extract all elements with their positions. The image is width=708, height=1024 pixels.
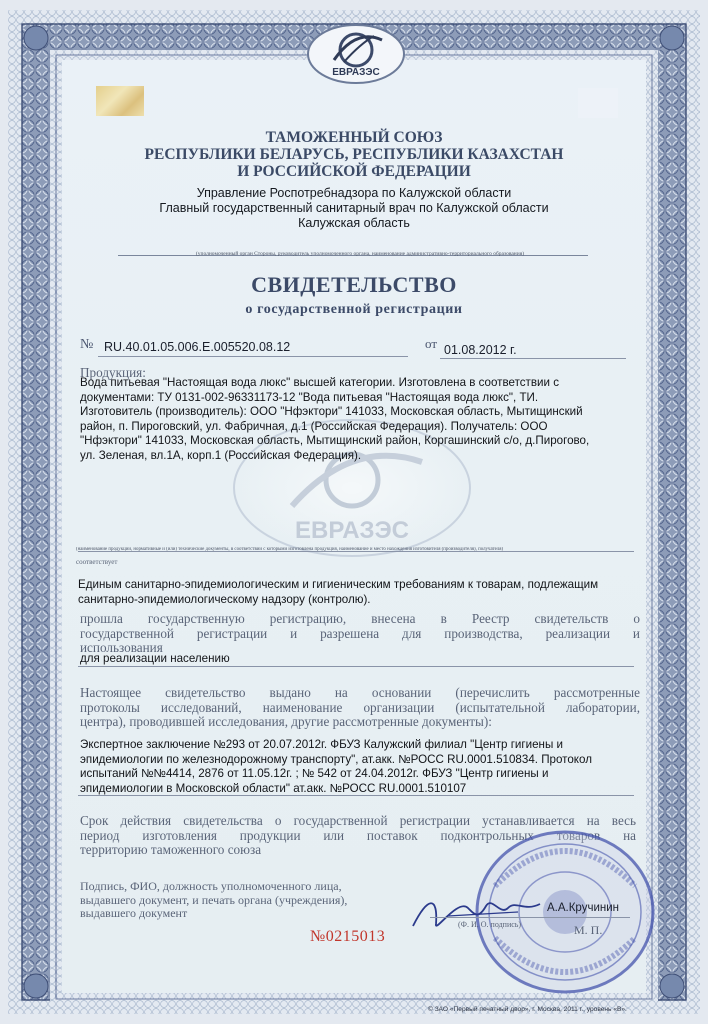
signature-caption-line: выдавшего документ xyxy=(80,906,188,920)
product-line: "Нфэктори" 141033, Московская область, Мытищинский район, Коргашинский с/о, д.Пирогово, xyxy=(80,434,590,448)
registration-date-underline xyxy=(440,358,626,359)
basis-text xyxy=(80,686,640,730)
registry-line: прошла государственную регистрацию, внесена в Реестр свидетельств о xyxy=(80,611,640,626)
compliance-text xyxy=(78,578,638,607)
stamp-label: М. П. xyxy=(574,923,603,937)
hologram-patch-right xyxy=(578,88,618,118)
authority-line2: Главный государственный санитарный врач по Калужской области xyxy=(159,201,549,215)
union-title-line2: РЕСПУБЛИКИ БЕЛАРУСЬ, РЕСПУБЛИКИ КАЗАХСТАН xyxy=(144,146,564,163)
registry-text xyxy=(80,612,640,656)
authority-line1: Управление Роспотребнадзора по Калужской области xyxy=(196,186,512,200)
authority-caption: (уполномоченный орган Стороны, руководитель уполномоченного органа, наименование административно-территориального образования) xyxy=(195,251,525,257)
certificate-subtitle: о государственной регистрации xyxy=(245,302,463,317)
registration-number-underline xyxy=(98,356,408,357)
serial-number: №0215013 xyxy=(310,928,386,945)
registration-date: 01.08.2012 г. xyxy=(444,343,517,357)
validity-line: территорию таможенного союза xyxy=(80,842,262,857)
product-label: Продукция: xyxy=(80,365,146,380)
product-caption: (наименование продукции, нормативные и (или) технические документы, в соответствии с которыми изготовлена продукция, наименование и место нахождения изготовителя (производителя), получателя) xyxy=(76,547,504,552)
watermark-text: ЕВРАЗЭС xyxy=(294,517,410,544)
basis-underline xyxy=(78,795,634,796)
eurasec-emblem xyxy=(304,20,408,84)
sign-caption: (Ф. И. О. подпись) xyxy=(458,920,522,929)
signature-underline xyxy=(430,917,630,918)
product-line: район, п. Пироговский, ул. Фабричная, д.1 (Российская Федерация). Получатель: ООО xyxy=(80,419,548,433)
basis-doc-line: испытаний №№4414, 2876 от 11.05.12г. ; № 542 от 24.04.2012г. ФБУЗ "Центр гигиены и xyxy=(80,767,549,781)
product-line: Вода питьевая "Настоящая вода люкс" высшей категории. Изготовлена в соответствии с xyxy=(80,376,559,389)
basis-line: Настоящее свидетельство выдано на основании (перечислить рассмотренные xyxy=(80,685,640,700)
validity-line: период изготовления продукции или поставок подконтрольных товаров на xyxy=(80,827,636,843)
signature-caption-line: выдавшего документ, и печать органа (учреждения), xyxy=(80,892,348,907)
union-title-line3: И РОССИЙСКОЙ ФЕДЕРАЦИИ xyxy=(237,163,471,180)
printer-imprint: © ЗАО «Первый печатный двор», г. Москва, 2011 г., уровень «В». xyxy=(428,1006,627,1013)
product-line: ул. Зеленая, вл.1А, корп.1 (Российская Федерация). xyxy=(80,448,362,462)
product-line: документами: ТУ 0131-002-96331173-12 "Вода питьевая "Настоящая вода люкс", ТИ. xyxy=(80,390,539,404)
basis-doc-line: эпидемиологии в Московской области" ат.акк. №РОСС RU.0001.510107 xyxy=(80,781,467,795)
usage-text: для реализации населению xyxy=(80,652,230,665)
basis-line: протоколы исследований, наименование организации (испытательной лаборатории, xyxy=(80,699,640,715)
signature-caption-line: Подпись, ФИО, должность уполномоченного лица, xyxy=(80,879,342,893)
registration-number: RU.40.01.05.006.Е.005520.08.12 xyxy=(104,340,291,354)
compliance-line: санитарно-эпидемиологическому надзору (контролю). xyxy=(78,592,371,606)
compliance-label: соответствует xyxy=(76,558,118,566)
hologram-patch xyxy=(96,86,144,116)
usage-underline xyxy=(78,666,634,667)
basis-doc-line: Экспертное заключение №293 от 20.07.2012г. ФБУЗ Калужский филиал "Центр гигиены и xyxy=(80,738,563,751)
basis-line: центра), проводившей исследования, другие рассмотренные документы): xyxy=(80,714,492,729)
signer-name: А.А.Кручинин xyxy=(547,902,619,914)
validity-line: Срок действия свидетельства о государственной регистрации устанавливается на весь xyxy=(80,813,636,828)
certificate-title: СВИДЕТЕЛЬСТВО xyxy=(251,272,457,297)
registry-line: использования xyxy=(80,640,163,655)
authority-line3: Калужская область xyxy=(298,216,410,230)
date-label: от xyxy=(425,336,438,351)
basis-doc-line: эпидемиологии по железнодорожному транспорту", ат.акк. №РОСС RU.0001.510834. Протокол xyxy=(80,752,592,766)
compliance-line: Единым санитарно-эпидемиологическим и гигиеническим требованиям к товарам, подлежащим xyxy=(78,578,599,591)
number-sign: № xyxy=(80,337,94,352)
product-line: Изготовитель (производитель): ООО "Нфэктори" 141033, Московская область, Мытищинский xyxy=(80,405,583,419)
union-title-line1: ТАМОЖЕННЫЙ СОЮЗ xyxy=(265,129,443,146)
basis-documents xyxy=(80,738,640,796)
registry-line: государственной регистрации и разрешена для производства, реализации и xyxy=(80,625,640,641)
emblem-text: ЕВРАЗЭС xyxy=(332,67,380,78)
signature-caption xyxy=(80,880,347,921)
product-description xyxy=(80,376,640,464)
